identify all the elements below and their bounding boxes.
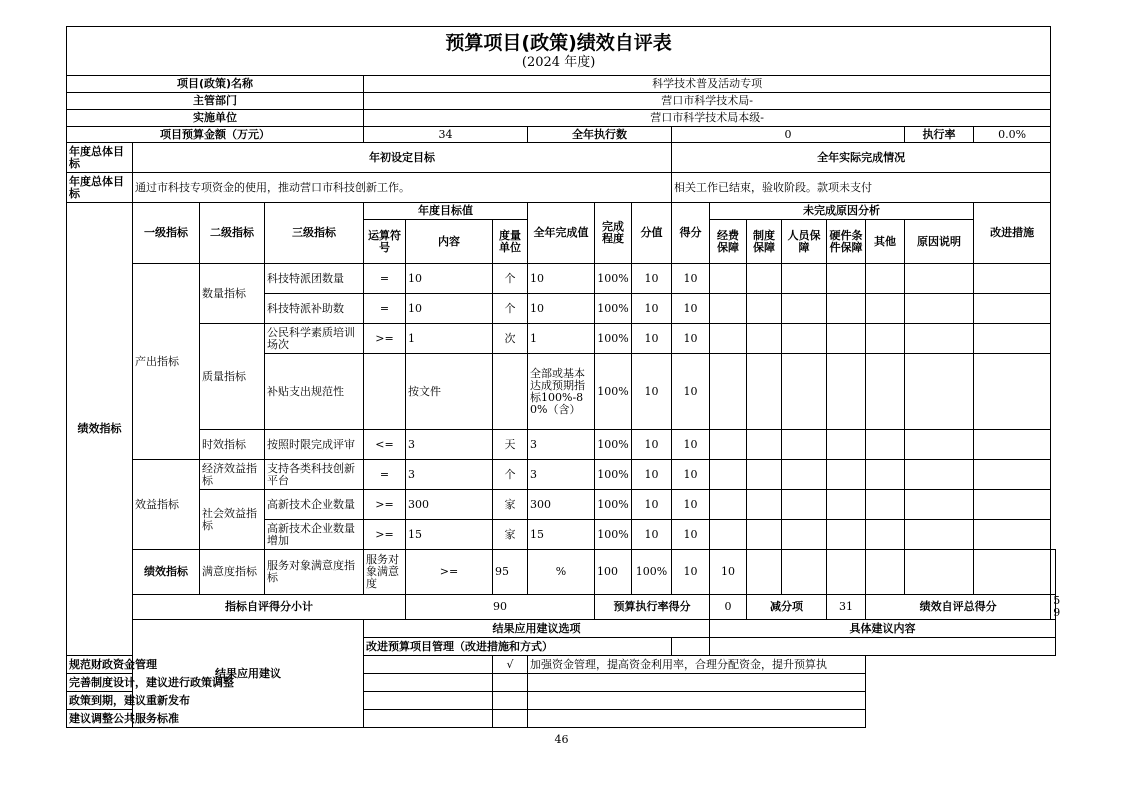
indicator-name: 补贴支出规范性 xyxy=(265,354,364,430)
empty-cell xyxy=(782,294,827,324)
indicator-score: 10 xyxy=(672,264,710,294)
indicator-content: 95 xyxy=(493,550,528,595)
indicator-score: 10 xyxy=(672,294,710,324)
empty-cell xyxy=(866,354,905,430)
result-option: 规范财政资金管理 xyxy=(67,656,493,674)
empty-cell xyxy=(974,520,1051,550)
indicator-score: 10 xyxy=(672,460,710,490)
actual-goal-text: 相关工作已结束，验收阶段。款项未支付 xyxy=(672,173,1051,203)
indicator-completion: 100% xyxy=(595,264,632,294)
empty-cell xyxy=(782,324,827,354)
group-satisfaction: 满意度指标 xyxy=(200,550,265,595)
indicator-unit: 家 xyxy=(493,520,528,550)
group-perf-2: 绩效指标 xyxy=(133,550,200,595)
indicator-score: 10 xyxy=(672,430,710,460)
empty-cell xyxy=(974,460,1051,490)
project-name-label: 项目(政策)名称 xyxy=(67,76,364,93)
empty-cell xyxy=(866,520,905,550)
result-option: 建议调整公共服务标准 xyxy=(67,710,493,728)
empty-cell xyxy=(905,264,974,294)
indicator-name: 按照时限完成评审 xyxy=(265,430,364,460)
indicator-completion: 100% xyxy=(595,520,632,550)
empty-cell xyxy=(866,324,905,354)
group-output: 产出指标 xyxy=(133,264,200,460)
empty-cell xyxy=(974,550,1051,595)
self-evaluation-table xyxy=(66,26,1061,728)
title-block xyxy=(67,27,1051,76)
indicator-unit: 个 xyxy=(493,460,528,490)
indicator-score: 10 xyxy=(672,354,710,430)
result-advice xyxy=(710,638,1056,656)
indicator-completion: 100% xyxy=(595,460,632,490)
subtotal-label: 指标自评得分小计 xyxy=(133,595,406,620)
header-actual: 全年完成值 xyxy=(528,203,595,264)
dept-label: 主管部门 xyxy=(67,93,364,110)
indicator-operator: = xyxy=(364,294,406,324)
goal-label-1: 年度总体目标 xyxy=(67,143,133,173)
indicator-completion: 100% xyxy=(595,324,632,354)
indicator-actual: 15 xyxy=(528,520,595,550)
empty-cell xyxy=(827,324,866,354)
indicator-unit: % xyxy=(528,550,595,595)
group-social: 社会效益指标 xyxy=(200,490,265,550)
subtotal-value: 90 xyxy=(406,595,595,620)
empty-cell xyxy=(905,550,974,595)
indicator-value: 10 xyxy=(632,264,672,294)
indicator-score: 10 xyxy=(672,324,710,354)
indicator-value: 10 xyxy=(632,294,672,324)
header-operator: 运算符号 xyxy=(364,220,406,264)
empty-cell xyxy=(747,550,782,595)
empty-cell xyxy=(827,264,866,294)
empty-cell xyxy=(710,324,747,354)
indicator-operator: >= xyxy=(406,550,493,595)
indicator-completion: 100% xyxy=(595,430,632,460)
result-option-mark xyxy=(493,710,528,728)
page-number: 46 xyxy=(554,733,569,746)
indicator-operator xyxy=(364,354,406,430)
header-reason-system: 制度保障 xyxy=(747,220,782,264)
indicator-unit: 家 xyxy=(493,490,528,520)
header-reason-hardware: 硬件条件保障 xyxy=(827,220,866,264)
indicator-score: 10 xyxy=(672,490,710,520)
empty-cell xyxy=(974,264,1051,294)
indicator-unit xyxy=(493,354,528,430)
indicator-content: 10 xyxy=(406,294,493,324)
empty-cell xyxy=(782,354,827,430)
empty-cell xyxy=(866,490,905,520)
rate-value: 0.0% xyxy=(974,127,1051,143)
indicator-operator: = xyxy=(364,460,406,490)
group-quality: 质量指标 xyxy=(200,324,265,430)
header-reason-other: 其他 xyxy=(866,220,905,264)
header-reason-group: 未完成原因分析 xyxy=(710,203,974,220)
indicator-value: 10 xyxy=(632,354,672,430)
result-option: 完善制度设计，建议进行政策调整 xyxy=(67,674,493,692)
exec-score-label: 预算执行率得分 xyxy=(595,595,710,620)
indicator-actual: 1 xyxy=(528,324,595,354)
empty-cell xyxy=(974,294,1051,324)
indicator-value: 10 xyxy=(632,324,672,354)
actual-goal-header: 全年实际完成情况 xyxy=(672,143,1051,173)
header-score: 得分 xyxy=(672,203,710,264)
indicator-name: 科技特派补助数 xyxy=(265,294,364,324)
empty-cell xyxy=(827,294,866,324)
header-reason-staff: 人员保障 xyxy=(782,220,827,264)
dept-value: 营口市科学技术局- xyxy=(364,93,1051,110)
indicator-value: 10 xyxy=(672,550,710,595)
result-option-mark xyxy=(493,692,528,710)
indicator-completion: 100% xyxy=(595,490,632,520)
empty-cell xyxy=(974,354,1051,430)
header-level2: 二级指标 xyxy=(200,203,265,264)
indicator-content: 300 xyxy=(406,490,493,520)
indicator-name: 科技特派团数量 xyxy=(265,264,364,294)
results-advice-header: 具体建议内容 xyxy=(710,620,1056,638)
indicator-name: 高新技术企业数量 xyxy=(265,490,364,520)
indicator-value: 10 xyxy=(632,490,672,520)
empty-cell xyxy=(782,550,827,595)
group-service: 服务对象满意度指标 xyxy=(265,550,364,595)
empty-cell xyxy=(866,264,905,294)
indicator-operator: <= xyxy=(364,430,406,460)
empty-cell xyxy=(827,490,866,520)
initial-goal-header: 年初设定目标 xyxy=(133,143,672,173)
indicator-actual: 全部或基本达成预期指标100%-80%（含） xyxy=(528,354,595,430)
indicator-unit: 个 xyxy=(493,294,528,324)
empty-cell xyxy=(905,430,974,460)
empty-cell xyxy=(747,294,782,324)
goal-label-2: 年度总体目标 xyxy=(67,173,133,203)
exec-label: 全年执行数 xyxy=(528,127,672,143)
indicator-operator: = xyxy=(364,264,406,294)
result-option-mark xyxy=(493,674,528,692)
empty-cell xyxy=(905,520,974,550)
empty-cell xyxy=(747,490,782,520)
group-quantity: 数量指标 xyxy=(200,264,265,324)
page-subtitle: (2024 年度) xyxy=(521,55,596,70)
results-options-header: 结果应用建议选项 xyxy=(364,620,710,638)
budget-label: 项目预算金额（万元） xyxy=(67,127,364,143)
indicator-completion: 100% xyxy=(595,294,632,324)
empty-cell xyxy=(710,460,747,490)
empty-cell xyxy=(974,430,1051,460)
exec-score-value: 0 xyxy=(710,595,747,620)
indicator-completion: 100% xyxy=(632,550,672,595)
indicator-actual: 10 xyxy=(528,264,595,294)
result-option-mark: √ xyxy=(493,656,528,674)
indicator-actual: 10 xyxy=(528,294,595,324)
group-benefit: 效益指标 xyxy=(133,460,200,550)
deduct-label: 减分项 xyxy=(747,595,827,620)
empty-cell xyxy=(710,294,747,324)
indicator-actual: 300 xyxy=(528,490,595,520)
results-label: 结果应用建议 xyxy=(133,620,364,728)
indicator-score: 10 xyxy=(672,520,710,550)
empty-cell xyxy=(782,520,827,550)
indicator-value: 10 xyxy=(632,430,672,460)
header-unit: 度量单位 xyxy=(493,220,528,264)
result-advice xyxy=(528,674,866,692)
indicator-content: 3 xyxy=(406,430,493,460)
empty-cell xyxy=(866,460,905,490)
empty-cell xyxy=(747,430,782,460)
empty-cell xyxy=(782,264,827,294)
indicator-unit: 个 xyxy=(493,264,528,294)
header-completion: 完成程度 xyxy=(595,203,632,264)
indicator-operator: >= xyxy=(364,324,406,354)
result-option: 政策到期，建议重新发布 xyxy=(67,692,493,710)
page-title: 预算项目(政策)绩效自评表 xyxy=(445,32,672,54)
unit-value: 营口市科学技术局本级- xyxy=(364,110,1051,127)
indicator-name: 公民科学素质培训场次 xyxy=(265,324,364,354)
exec-value: 0 xyxy=(672,127,905,143)
total-label: 绩效自评总得分 xyxy=(866,595,1051,620)
empty-cell xyxy=(974,490,1051,520)
empty-cell xyxy=(710,354,747,430)
result-advice: 加强资金管理，提高资金利用率，合理分配资金，提升预算执 xyxy=(528,656,866,674)
unit-label: 实施单位 xyxy=(67,110,364,127)
rate-label: 执行率 xyxy=(905,127,974,143)
result-option-mark xyxy=(672,638,710,656)
indicator-content: 按文件 xyxy=(406,354,493,430)
empty-cell xyxy=(905,354,974,430)
deduct-value: 31 xyxy=(827,595,866,620)
indicator-content: 10 xyxy=(406,264,493,294)
header-level3: 三级指标 xyxy=(265,203,364,264)
empty-cell xyxy=(747,324,782,354)
indicator-operator: >= xyxy=(364,490,406,520)
indicator-content: 3 xyxy=(406,460,493,490)
initial-goal-text: 通过市科技专项资金的使用，推动营口市科技创新工作。 xyxy=(133,173,672,203)
empty-cell xyxy=(866,430,905,460)
result-advice xyxy=(528,692,866,710)
result-advice xyxy=(528,710,866,728)
empty-cell xyxy=(827,354,866,430)
header-reason-note: 原因说明 xyxy=(905,220,974,264)
result-option: 改进预算项目管理（改进措施和方式） xyxy=(364,638,672,656)
group-perf-1: 绩效指标 xyxy=(67,203,133,656)
empty-cell xyxy=(827,460,866,490)
empty-cell xyxy=(710,520,747,550)
empty-cell xyxy=(905,324,974,354)
header-improve: 改进措施 xyxy=(974,203,1051,264)
empty-cell xyxy=(710,264,747,294)
empty-cell xyxy=(1051,550,1056,595)
indicator-content: 15 xyxy=(406,520,493,550)
group-economic: 经济效益指标 xyxy=(200,460,265,490)
empty-cell xyxy=(782,430,827,460)
indicator-unit: 次 xyxy=(493,324,528,354)
header-content: 内容 xyxy=(406,220,493,264)
empty-cell xyxy=(747,520,782,550)
empty-cell xyxy=(710,490,747,520)
empty-cell xyxy=(866,550,905,595)
header-reason-fund: 经费保障 xyxy=(710,220,747,264)
indicator-value: 10 xyxy=(632,460,672,490)
header-level1: 一级指标 xyxy=(133,203,200,264)
indicator-content: 1 xyxy=(406,324,493,354)
indicator-value: 10 xyxy=(632,520,672,550)
indicator-name: 服务对象满意度 xyxy=(364,550,406,595)
empty-cell xyxy=(782,490,827,520)
empty-cell xyxy=(827,520,866,550)
project-name-value: 科学技术普及活动专项 xyxy=(364,76,1051,93)
header-score-value: 分值 xyxy=(632,203,672,264)
indicator-actual: 3 xyxy=(528,430,595,460)
group-timeliness: 时效指标 xyxy=(200,430,265,460)
empty-cell xyxy=(866,294,905,324)
empty-cell xyxy=(747,264,782,294)
empty-cell xyxy=(974,324,1051,354)
indicator-unit: 天 xyxy=(493,430,528,460)
empty-cell xyxy=(782,460,827,490)
indicator-score: 10 xyxy=(710,550,747,595)
empty-cell xyxy=(710,430,747,460)
indicator-completion: 100% xyxy=(595,354,632,430)
indicator-name: 高新技术企业数量增加 xyxy=(265,520,364,550)
empty-cell xyxy=(905,294,974,324)
empty-cell xyxy=(747,460,782,490)
empty-cell xyxy=(827,550,866,595)
indicator-actual: 100 xyxy=(595,550,632,595)
header-annual-target: 年度目标值 xyxy=(364,203,528,220)
indicator-name: 支持各类科技创新平台 xyxy=(265,460,364,490)
empty-cell xyxy=(827,430,866,460)
budget-value: 34 xyxy=(364,127,528,143)
empty-cell xyxy=(905,490,974,520)
indicator-actual: 3 xyxy=(528,460,595,490)
empty-cell xyxy=(747,354,782,430)
total-value: 59 xyxy=(1051,595,1056,620)
indicator-operator: >= xyxy=(364,520,406,550)
empty-cell xyxy=(905,460,974,490)
